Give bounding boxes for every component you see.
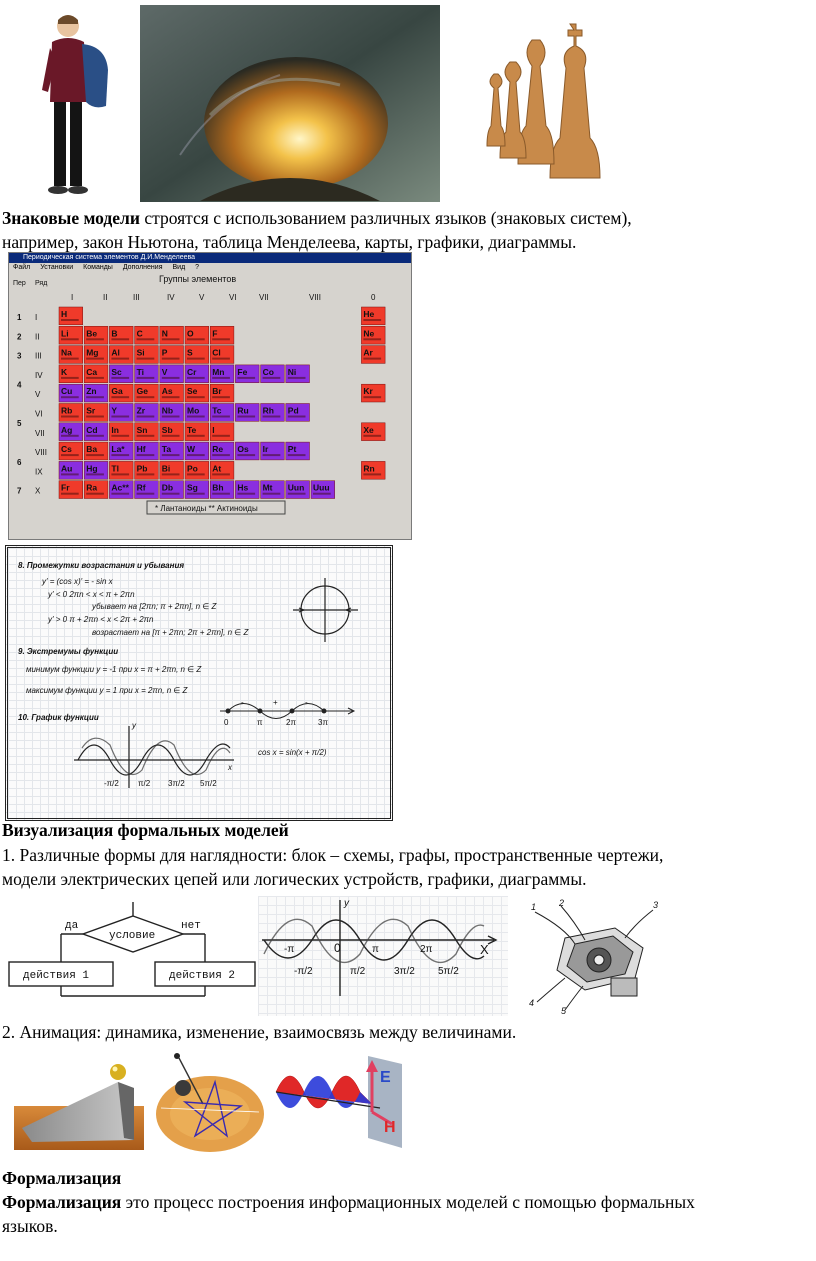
element-cell[interactable] — [59, 481, 83, 499]
big-graph-neg-pi: -π — [284, 944, 295, 955]
s8-title: 8. Промежутки возрастания и убывания — [18, 561, 185, 570]
element-cell[interactable] — [311, 481, 335, 499]
big-graph-tick-4: 5π/2 — [438, 966, 459, 977]
s10-title: 10. График функции — [18, 713, 99, 722]
element-symbol: Br — [212, 386, 222, 397]
side-label-row: Ряд — [35, 280, 48, 287]
big-graph-y-label: y — [344, 898, 349, 909]
element-cell[interactable] — [84, 423, 108, 441]
element-symbol: La* — [111, 444, 125, 455]
element-symbol: Rf — [136, 482, 146, 493]
s9-line2: максимум функции y = 1 при x = 2πn, n ∈ Z — [26, 686, 188, 695]
element-symbol: Fr — [61, 482, 70, 493]
element-symbol: Y — [111, 405, 118, 416]
element-symbol: P — [161, 347, 168, 358]
element-symbol: Na — [61, 347, 72, 358]
element-cell[interactable] — [109, 404, 133, 422]
window-title: Периодическая система элементов Д.И.Менделеева — [23, 254, 196, 261]
element-cell[interactable] — [185, 346, 209, 364]
section-visualization-line1: 1. Различные формы для наглядности: блок – схемы, графы, пространственные чертежи, — [2, 845, 664, 865]
element-symbol: Bi — [161, 463, 171, 474]
element-symbol: Sb — [161, 424, 173, 435]
element-symbol: Cu — [61, 386, 73, 397]
section-formalization-line1 — [2, 1190, 695, 1214]
sign-models-text: строятся с использованием различных языков (знаковых систем), — [139, 208, 632, 228]
element-symbol: Os — [237, 444, 249, 455]
element-symbol: Pt — [287, 444, 297, 455]
small-graph-tick-2: π/2 — [138, 779, 151, 788]
group-label-2: III — [133, 293, 140, 302]
element-cell[interactable] — [84, 365, 108, 383]
ocean-wave-photo — [140, 5, 440, 202]
menu-item-2[interactable]: Команды — [83, 264, 113, 271]
element-symbol: Hg — [86, 463, 98, 474]
period-label-6: 7 — [17, 486, 22, 496]
flowchart-action1: действия 1 — [23, 970, 90, 982]
element-cell[interactable] — [84, 481, 108, 499]
lanthanides-actinides-button[interactable] — [147, 501, 285, 514]
small-graph-tick-3: 3π/2 — [168, 779, 185, 788]
element-cell[interactable] — [135, 365, 159, 383]
element-cell[interactable] — [135, 326, 159, 344]
element-symbol: Cl — [212, 347, 221, 358]
element-cell[interactable] — [235, 365, 259, 383]
element-symbol: Zr — [136, 405, 146, 416]
element-symbol: Sn — [136, 424, 148, 435]
menu-item-5[interactable]: ? — [195, 264, 200, 271]
engine-label-5: 5 — [561, 1006, 567, 1016]
pendulum-animation — [155, 1052, 265, 1152]
element-symbol: Be — [86, 328, 98, 339]
row-label-2: III — [35, 351, 42, 361]
em-label-h: H — [384, 1119, 396, 1136]
element-cell[interactable] — [185, 461, 209, 479]
row-label-7: VIII — [35, 448, 48, 458]
element-cell[interactable] — [160, 442, 184, 460]
element-cell[interactable] — [361, 423, 385, 441]
periodic-table-grid — [9, 273, 411, 539]
element-symbol: Ne — [363, 328, 375, 339]
engine-label-3: 3 — [653, 900, 659, 910]
s9-line1: минимум функции y = -1 при x = π + 2πn, n ∈ Z — [26, 665, 202, 674]
group-label-1: II — [103, 293, 108, 302]
s8-line5: возрастает на [π + 2πn; 2π + 2πn], n ∈ Z — [92, 628, 249, 637]
row-label-4: V — [35, 390, 41, 400]
element-cell[interactable] — [135, 442, 159, 460]
element-cell[interactable] — [160, 326, 184, 344]
element-symbol: Xe — [363, 424, 374, 435]
period-label-5: 6 — [17, 457, 22, 467]
element-symbol: Si — [136, 347, 145, 358]
small-graph-tick-4: 5π/2 — [200, 779, 217, 788]
element-cell[interactable] — [109, 423, 133, 441]
element-symbol: Tl — [111, 463, 119, 474]
element-cell[interactable] — [135, 404, 159, 422]
section-formalization-line2: языков. — [2, 1216, 58, 1236]
element-cell[interactable] — [160, 384, 184, 402]
lanthanides-actinides-label: * Лантаноиды ** Актиноиды — [155, 504, 258, 513]
side-label-period: Пер — [13, 280, 26, 287]
math-worksheet — [5, 545, 393, 821]
element-cell[interactable] — [210, 481, 234, 499]
element-cell[interactable] — [160, 346, 184, 364]
row-label-5: VI — [35, 409, 43, 419]
period-label-3: 4 — [17, 380, 22, 390]
small-graph-y-label: y — [132, 721, 136, 730]
em-label-e: E — [380, 1069, 391, 1086]
period-label-1: 2 — [17, 332, 22, 342]
element-symbol: Ba — [86, 444, 98, 455]
element-symbol: Nb — [161, 405, 174, 416]
element-cell[interactable] — [84, 442, 108, 460]
element-cell[interactable] — [160, 365, 184, 383]
element-cell[interactable] — [210, 461, 234, 479]
engine-label-2: 2 — [559, 898, 565, 908]
element-symbol: Sc — [111, 366, 122, 377]
group-label-8: 0 — [371, 293, 376, 302]
element-cell[interactable] — [210, 404, 234, 422]
element-cell[interactable] — [210, 384, 234, 402]
element-symbol: Uuu — [313, 482, 330, 493]
big-graph-pi: π — [372, 944, 379, 955]
element-symbol: Ti — [136, 366, 145, 377]
element-symbol: Ta — [161, 444, 172, 455]
element-cell[interactable] — [185, 365, 209, 383]
element-cell[interactable] — [185, 442, 209, 460]
element-cell[interactable] — [84, 404, 108, 422]
element-cell[interactable] — [109, 442, 133, 460]
element-symbol: Rb — [61, 405, 73, 416]
element-cell[interactable] — [59, 326, 83, 344]
element-symbol: Rn — [363, 463, 375, 474]
element-cell[interactable] — [59, 384, 83, 402]
row-label-1: II — [35, 332, 40, 342]
element-symbol: Pd — [287, 405, 299, 416]
element-symbol: Ca — [86, 366, 98, 377]
row-label-8: IX — [35, 467, 43, 477]
element-cell[interactable] — [185, 326, 209, 344]
element-cell[interactable] — [261, 481, 285, 499]
numline-sign-1: - — [241, 698, 244, 707]
section-visualization-title: Визуализация формальных моделей — [2, 820, 289, 840]
section-visualization-line2: модели электрических цепей или логических устройств, графики, диаграммы. — [2, 869, 587, 889]
big-graph-x-label: X — [480, 942, 489, 957]
element-symbol: B — [111, 328, 118, 339]
period-label-0: 1 — [17, 313, 22, 322]
element-cell[interactable] — [210, 346, 234, 364]
element-symbol: Ac** — [111, 482, 129, 493]
element-cell[interactable] — [109, 326, 133, 344]
element-cell[interactable] — [185, 481, 209, 499]
element-symbol: Ge — [136, 386, 148, 397]
element-cell[interactable] — [84, 326, 108, 344]
element-cell[interactable] — [59, 461, 83, 479]
numline-sign-3: - — [305, 698, 308, 707]
group-label-4: V — [199, 293, 205, 302]
flowchart-condition: условие — [109, 930, 156, 942]
element-symbol: Se — [187, 386, 198, 397]
paragraph-sign-models-line1 — [2, 206, 632, 230]
element-symbol: Co — [262, 366, 274, 377]
element-symbol: C — [136, 328, 143, 339]
row-label-3: IV — [35, 370, 43, 380]
numline-label-pi: π — [257, 718, 263, 727]
element-symbol: Re — [212, 444, 224, 455]
element-cell[interactable] — [286, 365, 310, 383]
element-cell[interactable] — [59, 346, 83, 364]
element-cell[interactable] — [210, 326, 234, 344]
element-symbol: Sg — [187, 482, 198, 493]
window-menu-bar — [9, 263, 411, 273]
small-graph-x-label: x — [228, 763, 232, 772]
big-graph-2pi: 2π — [420, 944, 433, 955]
sign-models-term: Знаковые модели — [2, 208, 140, 228]
element-cell[interactable] — [84, 384, 108, 402]
element-symbol: Ar — [363, 347, 373, 358]
s9-title: 9. Экстремумы функции — [18, 647, 119, 656]
element-symbol: Kr — [363, 386, 373, 397]
element-cell[interactable] — [361, 326, 385, 344]
element-symbol: Mt — [262, 482, 273, 493]
element-cell[interactable] — [185, 423, 209, 441]
big-graph-tick-3: 3π/2 — [394, 966, 415, 977]
window-title-bar — [9, 253, 411, 263]
element-cell[interactable] — [210, 365, 234, 383]
engine-label-1: 1 — [531, 902, 537, 912]
element-symbol: Hs — [237, 482, 249, 493]
sine-cosine-graph — [258, 896, 508, 1016]
group-label-6: VII — [259, 293, 269, 302]
element-cell[interactable] — [160, 404, 184, 422]
s8-line1: y' = (cos x)' = - sin x — [42, 577, 113, 586]
big-graph-tick-1: -π/2 — [294, 966, 313, 977]
flowchart-no-label: нет — [181, 920, 201, 932]
element-cell[interactable] — [286, 481, 310, 499]
menu-item-3[interactable]: Дополнения — [122, 264, 163, 271]
element-cell[interactable] — [210, 423, 234, 441]
element-cell[interactable] — [235, 442, 259, 460]
element-symbol: Bh — [212, 482, 224, 493]
flowchart-diagram — [5, 898, 260, 998]
element-symbol: S — [187, 347, 193, 358]
paragraph-sign-models-line2: например, закон Ньютона, таблица Менделеева, карты, графики, диаграммы. — [2, 232, 577, 252]
element-symbol: Rh — [262, 405, 274, 416]
big-graph-zero: 0 — [334, 941, 341, 955]
element-symbol: Fe — [237, 366, 248, 377]
element-symbol: Zn — [86, 386, 97, 397]
element-symbol: I — [212, 424, 215, 435]
element-symbol: Ga — [111, 386, 123, 397]
inclined-plane-animation — [14, 1058, 144, 1150]
menu-item-0[interactable]: Файл — [13, 264, 31, 271]
element-symbol: Hf — [136, 444, 146, 455]
flowchart-action2: действия 2 — [169, 970, 236, 982]
element-cell[interactable] — [84, 461, 108, 479]
element-symbol: In — [111, 424, 119, 435]
row-label-0: I — [35, 313, 38, 322]
element-cell[interactable] — [235, 404, 259, 422]
element-cell[interactable] — [135, 481, 159, 499]
numline-label-0: 0 — [224, 718, 229, 727]
element-cell[interactable] — [135, 384, 159, 402]
element-cell[interactable] — [59, 365, 83, 383]
formalization-term: Формализация — [2, 1192, 122, 1212]
s8-line2: y' < 0 2πn < x < π + 2πn — [48, 590, 135, 599]
element-cell[interactable] — [210, 442, 234, 460]
element-symbol: Tc — [212, 405, 222, 416]
element-cell[interactable] — [185, 404, 209, 422]
element-symbol: Sr — [86, 405, 96, 416]
menu-item-4[interactable]: Вид — [172, 264, 186, 271]
groups-header: Группы элементов — [159, 274, 237, 284]
element-symbol: Li — [61, 328, 69, 339]
element-cell[interactable] — [286, 404, 310, 422]
element-cell[interactable] — [185, 384, 209, 402]
element-cell[interactable] — [109, 365, 133, 383]
element-symbol: W — [187, 444, 196, 455]
group-label-0: I — [71, 293, 74, 302]
element-symbol: Au — [61, 463, 73, 474]
element-symbol: Te — [187, 424, 197, 435]
element-cell[interactable] — [286, 442, 310, 460]
element-symbol: Cr — [187, 366, 197, 377]
element-cell[interactable] — [109, 481, 133, 499]
element-symbol: N — [161, 328, 168, 339]
element-symbol: Ru — [237, 405, 249, 416]
period-label-4: 5 — [17, 419, 22, 429]
element-cell[interactable] — [261, 365, 285, 383]
formalization-text: это процесс построения информационных моделей с помощью формальных — [121, 1192, 695, 1212]
element-symbol: Pb — [136, 463, 148, 474]
numline-sign-2: + — [273, 698, 278, 707]
element-cell[interactable] — [261, 442, 285, 460]
element-symbol: Mg — [86, 347, 99, 358]
element-symbol: Ag — [61, 424, 73, 435]
element-symbol: Cd — [86, 424, 98, 435]
element-cell[interactable] — [261, 404, 285, 422]
element-cell[interactable] — [235, 481, 259, 499]
element-cell[interactable] — [135, 461, 159, 479]
element-cell[interactable] — [135, 423, 159, 441]
element-cell[interactable] — [361, 307, 385, 325]
row-label-9: X — [35, 486, 41, 496]
section-animation-line: 2. Анимация: динамика, изменение, взаимосвязь между величинами. — [2, 1022, 517, 1042]
element-symbol: Mn — [212, 366, 225, 377]
element-symbol: F — [212, 328, 218, 339]
element-symbol: H — [61, 309, 68, 319]
element-symbol: O — [187, 328, 194, 339]
element-cell[interactable] — [361, 384, 385, 402]
element-symbol: As — [161, 386, 173, 397]
student-photo — [36, 10, 116, 196]
numline-label-3pi: 3π — [318, 718, 328, 727]
element-cell[interactable] — [361, 346, 385, 364]
element-cell[interactable] — [59, 307, 83, 325]
element-symbol: Ra — [86, 482, 98, 493]
element-symbol: He — [363, 309, 375, 319]
small-graph-tick-1: -π/2 — [104, 779, 119, 788]
engine-label-4: 4 — [529, 998, 535, 1008]
element-symbol: Cs — [61, 444, 72, 455]
element-symbol: K — [61, 366, 68, 377]
element-symbol: Al — [111, 347, 120, 358]
electromagnetic-wave-animation — [272, 1052, 404, 1150]
element-cell[interactable] — [135, 346, 159, 364]
group-label-7: VIII — [309, 293, 322, 302]
numline-label-2pi: 2π — [286, 718, 296, 727]
element-cell[interactable] — [59, 423, 83, 441]
section-formalization-title: Формализация — [2, 1168, 122, 1188]
chess-pieces-photo — [470, 10, 620, 200]
period-label-2: 3 — [17, 351, 22, 361]
s8-line3: убывает на [2πn; π + 2πn], n ∈ Z — [92, 602, 217, 611]
s8-line4: y' > 0 π + 2πn < x < 2π + 2πn — [48, 615, 154, 624]
element-cell[interactable] — [160, 423, 184, 441]
element-symbol: Ni — [287, 366, 297, 377]
engine-cutaway-drawing — [525, 898, 665, 1016]
cos-sin-formula: cos x = sin(x + π/2) — [258, 748, 327, 757]
periodic-table-window — [8, 252, 412, 540]
element-symbol: Po — [187, 463, 198, 474]
element-cell[interactable] — [59, 404, 83, 422]
big-graph-tick-2: π/2 — [350, 966, 366, 977]
element-cell[interactable] — [160, 461, 184, 479]
element-symbol: V — [161, 366, 168, 377]
element-symbol: At — [212, 463, 222, 474]
element-symbol: Ir — [262, 444, 269, 455]
unit-circle-icon — [293, 578, 358, 642]
menu-item-1[interactable]: Установки — [40, 264, 74, 271]
element-symbol: Mo — [187, 405, 200, 416]
element-cell[interactable] — [361, 461, 385, 479]
element-cell[interactable] — [160, 481, 184, 499]
group-label-5: VI — [229, 293, 237, 302]
element-symbol: Uun — [287, 482, 305, 493]
element-cell[interactable] — [84, 346, 108, 364]
element-cell[interactable] — [109, 346, 133, 364]
element-cell[interactable] — [109, 384, 133, 402]
element-symbol: Db — [161, 482, 174, 493]
element-cell[interactable] — [109, 461, 133, 479]
flowchart-yes-label: да — [65, 920, 79, 932]
row-label-6: VII — [35, 428, 45, 438]
group-label-3: IV — [167, 293, 175, 302]
element-cell[interactable] — [59, 442, 83, 460]
